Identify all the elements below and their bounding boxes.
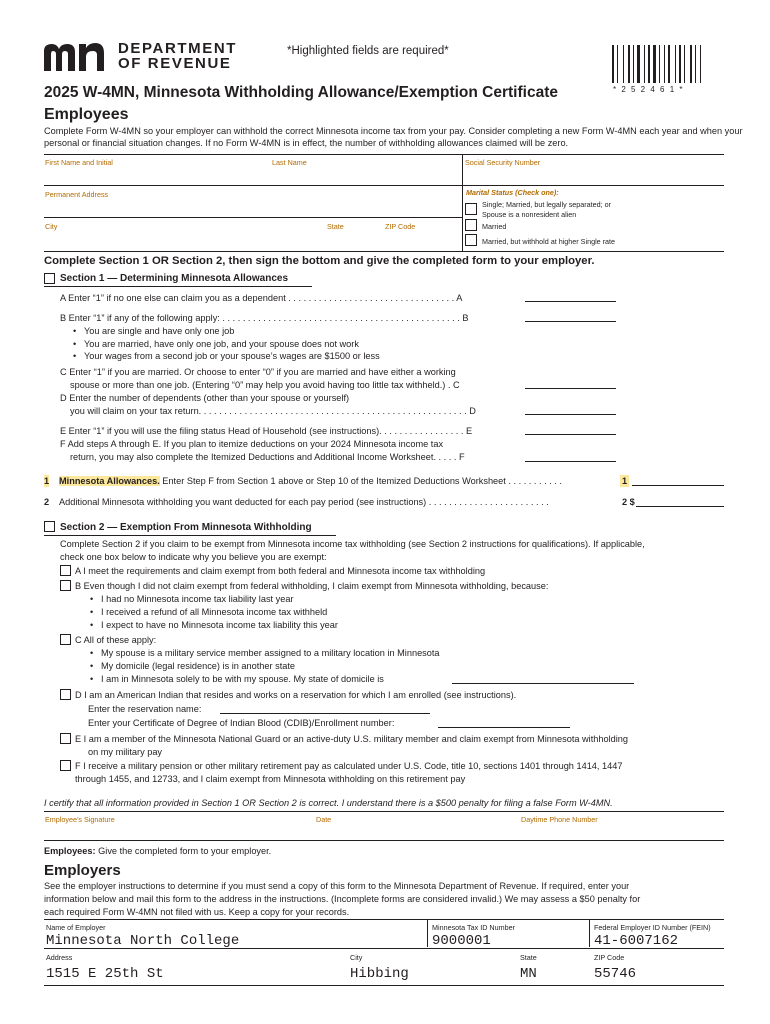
- mn-tax-id-value[interactable]: 9000001: [432, 933, 491, 949]
- employer-state-value[interactable]: MN: [520, 966, 537, 982]
- employers-heading: Employers: [44, 862, 121, 879]
- employees-intro: Complete Form W-4MN so your employer can withhold the correct Minnesota income tax from your pay. Consider completing a new Form W-4MN each year and when your personal or financial situation changes. If no Form W-4MN is in effect, the number of withholding allowances claimed will be zero.: [44, 126, 743, 148]
- employer-name-label: Name of Employer: [46, 923, 106, 932]
- mn-tax-id-label: Minnesota Tax ID Number: [432, 923, 515, 932]
- line1-input[interactable]: [632, 485, 724, 486]
- certify-statement: I certify that all information provided in Section 1 OR Section 2 is correct. I understand there is a $500 penalty for filing a false Form W-4MN.: [44, 798, 613, 808]
- section2-option-b: B Even though I did not claim exempt from federal withholding, I claim exempt from Minnesota withholding, because:: [75, 581, 549, 591]
- section1-step-f-1: F Add steps A through E. If you plan to itemize deductions on your 2024 Minnesota income tax: [60, 439, 444, 449]
- marital-single-label-2: Spouse is a nonresident alien: [482, 210, 577, 219]
- employer-state-label: State: [520, 953, 537, 962]
- section2-option-b-checkbox[interactable]: [60, 580, 71, 591]
- section2-option-f-2: through 1455, and 12733, and I claim exempt from Minnesota withholding on this retirement pay: [75, 774, 466, 784]
- section1-step-c-1: C Enter “1” if you are married. Or choose to enter “0” if you are married and have either a working: [60, 367, 456, 377]
- marital-status-label: Marital Status (Check one):: [466, 188, 559, 197]
- section2-title: Section 2 — Exemption From Minnesota Withholding: [60, 522, 312, 533]
- marital-married-label: Married: [482, 222, 507, 231]
- section2-checkbox[interactable]: [44, 521, 55, 532]
- section2-option-e-1: E I am a member of the Minnesota National Guard or an active-duty U.S. military member and claim exempt from Minnesota withholding: [75, 734, 629, 744]
- option-b-bullet-3: • I expect to have no Minnesota income tax liability this year: [101, 619, 338, 631]
- option-c-bullet-2: • My domicile (legal residence) is in another state: [101, 660, 295, 672]
- section1-step-d-1: D Enter the number of dependents (other than your spouse or yourself): [60, 393, 350, 403]
- option-c-bullet-1: • My spouse is a military service member assigned to a military location in Minnesota: [101, 647, 440, 659]
- daytime-phone-field[interactable]: Daytime Phone Number: [521, 815, 598, 824]
- fein-label: Federal Employer ID Number (FEIN): [594, 923, 711, 932]
- section2-option-a: A I meet the requirements and claim exempt from both federal and Minnesota income tax withholding: [75, 566, 486, 576]
- step-e-input[interactable]: [525, 434, 616, 435]
- address-field[interactable]: Permanent Address: [45, 190, 109, 199]
- section2-intro-2: check one box below to indicate why you believe you are exempt:: [60, 552, 327, 562]
- line1-text: [59, 475, 562, 487]
- line1-bold: Minnesota Allowances.: [59, 476, 160, 486]
- section2-option-f-checkbox[interactable]: [60, 760, 71, 771]
- employers-intro-3: each required Form W-4MN not filed with us. Keep a copy for your records.: [44, 907, 350, 917]
- section1-step-b: B Enter “1” if any of the following apply: . . . . . . . . . . . . . . . . . . . . . . . . . . . . . . . . . . . . . . . . . . . . . . . B: [60, 313, 469, 323]
- section2-option-c: C All of these apply:: [75, 635, 157, 645]
- first-name-field[interactable]: First Name and Initial: [45, 158, 113, 167]
- section2-option-c-checkbox[interactable]: [60, 634, 71, 645]
- step-b-bullet-3: • Your wages from a second job or your spouse’s wages are $1500 or less: [84, 350, 380, 362]
- step-b-bullet-1: • You are single and have only one job: [84, 325, 234, 337]
- line2-num: 2 $: [622, 497, 635, 507]
- give-form-bold: Employees:: [44, 846, 96, 856]
- state-field[interactable]: State: [327, 222, 344, 231]
- section1-checkbox[interactable]: [44, 273, 55, 284]
- cdib-label: Enter your Certificate of Degree of Indian Blood (CDIB)/Enrollment number:: [88, 718, 395, 728]
- agency-name: [118, 41, 237, 71]
- step-c-input[interactable]: [525, 388, 616, 389]
- line2-input[interactable]: [636, 506, 724, 507]
- employee-signature-field[interactable]: Employee’s Signature: [45, 815, 115, 824]
- marital-higher-rate-checkbox[interactable]: [465, 234, 477, 246]
- date-field[interactable]: Date: [316, 815, 332, 824]
- employer-city-label: City: [350, 953, 363, 962]
- section2-option-a-checkbox[interactable]: [60, 565, 71, 576]
- section2-option-e-checkbox[interactable]: [60, 733, 71, 744]
- marital-married-checkbox[interactable]: [465, 219, 477, 231]
- section1-step-a: A Enter “1” if no one else can claim you as a dependent . . . . . . . . . . . . . . . . . . . . . . . . . . . . . . . . . A: [60, 293, 463, 303]
- marital-higher-rate-label: Married, but withhold at higher Single rate: [482, 237, 616, 246]
- section2-option-e-2: on my military pay: [88, 747, 163, 757]
- step-b-input[interactable]: [525, 321, 616, 322]
- section2-intro-1: Complete Section 2 if you claim to be exempt from Minnesota income tax withholding (see Section 2 instructions for qualifications). If applicable,: [60, 539, 645, 549]
- last-name-field[interactable]: Last Name: [272, 158, 307, 167]
- section1-step-f-2: return, you may also complete the Itemized Deductions and Additional Income Worksheet. . . . . F: [70, 452, 465, 462]
- reservation-name-label: Enter the reservation name:: [88, 704, 202, 714]
- form-title: 2025 W-4MN, Minnesota Withholding Allowance/Exemption Certificate: [44, 84, 558, 101]
- step-f-input[interactable]: [525, 461, 616, 462]
- option-b-bullet-1: • I had no Minnesota income tax liability last year: [101, 593, 294, 605]
- line1-rest: Enter Step F from Section 1 above or Step 10 of the Itemized Deductions Worksheet . . . . . . . . . . .: [159, 476, 562, 486]
- employers-intro-2: information below and mail this form to the address in the instructions. (Incomplete forms are considered invalid.) We may assess a $50 penalty for: [44, 894, 641, 904]
- employer-zip-value[interactable]: 55746: [594, 966, 637, 982]
- reservation-name-input[interactable]: [220, 713, 430, 714]
- fein-value[interactable]: 41-6007162: [594, 933, 679, 949]
- cdib-input[interactable]: [438, 727, 570, 728]
- employees-heading: Employees: [44, 106, 129, 123]
- city-field[interactable]: City: [45, 222, 58, 231]
- give-form-note: [44, 845, 271, 857]
- employer-address-label: Address: [46, 953, 73, 962]
- agency-line2: OF REVENUE: [118, 55, 232, 72]
- step-d-input[interactable]: [525, 414, 616, 415]
- section2-option-f-1: F I receive a military pension or other military retirement pay as calculated under U.S. Code, title 10, sections 1401 through 1414, 1447: [75, 761, 623, 771]
- employers-intro-1: See the employer instructions to determine if you must send a copy of this form to the Minnesota Department of Revenue. If required, enter your: [44, 881, 630, 891]
- mn-logo: [44, 42, 112, 72]
- section-instruction: Complete Section 1 OR Section 2, then sign the bottom and give the completed form to your employer.: [44, 255, 595, 267]
- mn-logo-icon: [44, 42, 112, 72]
- section2-option-d: D I am an American Indian that resides and works on a reservation for which I am enrolled (see instructions).: [75, 690, 517, 700]
- zip-field[interactable]: ZIP Code: [385, 222, 416, 231]
- section1-step-d-2: you will claim on your tax return. . . . . . . . . . . . . . . . . . . . . . . . . . . . . . . . . . . . . . . . . . . . . . . . . . . . . D: [70, 406, 476, 416]
- state-of-domicile-input[interactable]: [452, 683, 634, 684]
- employer-name-value[interactable]: Minnesota North College: [46, 933, 240, 949]
- section2-option-d-checkbox[interactable]: [60, 689, 71, 700]
- agency-line1: DEPARTMENT: [118, 40, 238, 57]
- option-c-bullet-3: • I am in Minnesota solely to be with my spouse. My state of domicile is: [101, 673, 384, 685]
- option-b-bullet-2: • I received a refund of all Minnesota income tax withheld: [101, 606, 327, 618]
- step-a-input[interactable]: [525, 301, 616, 302]
- section1-title: Section 1 — Determining Minnesota Allowances: [60, 273, 289, 284]
- barcode-text: * 2 5 2 4 6 1 *: [613, 85, 684, 94]
- line2-label: 2: [44, 497, 50, 507]
- barcode: [610, 45, 710, 85]
- marital-single-checkbox[interactable]: [465, 203, 477, 215]
- barcode-icon: [610, 45, 710, 85]
- step-b-bullet-2: • You are married, have only one job, and your spouse does not work: [84, 338, 359, 350]
- employer-zip-label: ZIP Code: [594, 953, 625, 962]
- employer-city-value[interactable]: Hibbing: [350, 966, 409, 982]
- required-note: *Highlighted fields are required*: [287, 45, 449, 57]
- line1-label: 1: [44, 476, 50, 486]
- give-form-rest: Give the completed form to your employer.: [95, 846, 272, 856]
- section1-step-c-2: spouse or more than one job. (Entering “0” may help you avoid having too little tax withheld.) . C: [70, 380, 460, 390]
- marital-single-label: Single; Married, but legally separated; or: [482, 200, 612, 209]
- line1-num: 1: [622, 476, 628, 486]
- employer-address-value[interactable]: 1515 E 25th St: [46, 966, 164, 982]
- ssn-field[interactable]: Social Security Number: [465, 158, 541, 167]
- line2-text: Additional Minnesota withholding you want deducted for each pay period (see instructions) . . . . . . . . . . . . . . . . . . . . . . . .: [59, 497, 549, 507]
- section1-step-e: E Enter “1” if you will use the filing status Head of Household (see instructions). . . . . . . . . . . . . . . . . E: [60, 426, 473, 436]
